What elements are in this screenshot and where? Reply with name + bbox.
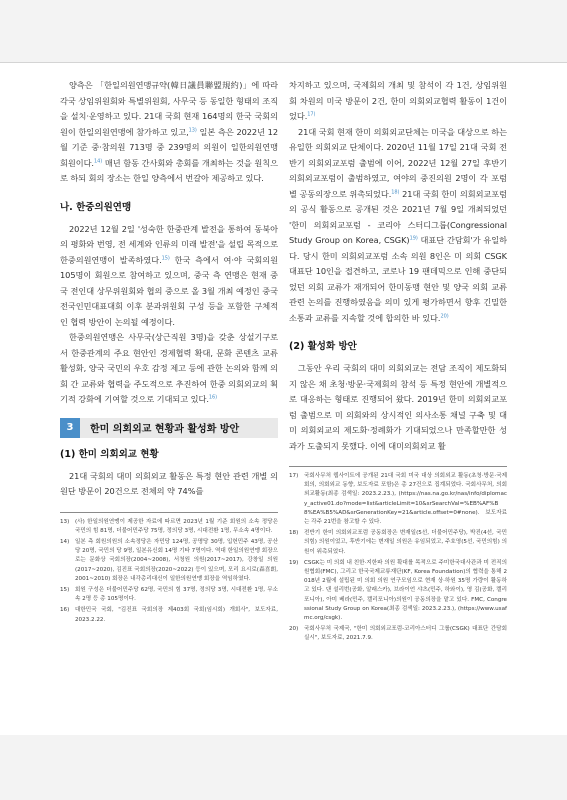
footnote [60, 586, 278, 604]
footnote-number: 20) [289, 626, 299, 633]
top-band [0, 0, 567, 62]
section-number: 3 [60, 418, 80, 438]
footnote-text: 회원 구성은 더불어민주당 62명, 국민의 힘 37명, 정의당 3명, 시대전환 1명, 무소속 2명 등 총 105명이다. [75, 586, 278, 603]
footnote [289, 625, 507, 643]
section-header [60, 418, 278, 438]
text-run: 2022년 12월 2일 '성숙한 한중관계 발전을 통하여 동북아의 평화와 번영, 전 세계와 인류의 미래 발전'을 설립 목적으로 한중의원연맹이 발족하였다. [60, 223, 278, 265]
footnote [289, 559, 507, 623]
footnote-text: (사) 한일의원연맹이 제공한 자료에 따르면 2023년 1월 기준 회원의 소속 정당은 국민의 힘 81명, 더불어민주당 75명, 정의당 3명, 시대전환 1명, 무소속 4명이다. [75, 518, 278, 534]
footnote-text: 일본 측 회원의원의 소속정당은 자민당 124명, 공명당 30명, 입헌민주 43명, 공산당 20명, 국민의 당 9명, 일본유신회 14명 기타 7명이다. 역대 한일의원연맹 회장으로는 문화상 국회의장(2004~2008), 서청원 의원(2017~2017), 강창일 의원(2017~2020), 김진표 국회의장(2020~2022) 등이 있으며, 모리 요시로(森喜朗, 2001~2010) 회장은 내각총리대신이 일한의원연맹 회장을 역임하였다. [75, 538, 278, 582]
footnote-number: 19) [289, 559, 299, 566]
footnote [60, 606, 278, 624]
paragraph [60, 330, 278, 408]
paragraph [289, 125, 507, 327]
footnote-number: 15) [60, 586, 70, 593]
footnote [289, 529, 507, 557]
footnote-number: 17) [289, 473, 299, 479]
text-run: 21대 국회 현재 한미 의회외교단체는 미국을 대상으로 하는 유일한 의회외교 단체이다. 2020년 11월 17일 21대 국회 전반기 의회외교포럼 출범에 이어, 2022년 12월 27일 후반기 의회외교포럼이 출범하였고, 여야의 중진의원 2명이 각 포럼별 공동의장으로 위촉되었다. [289, 126, 507, 199]
footnote-number: 16) [60, 607, 70, 614]
footnote-text: 국회사무처 국제국, "한미 의회외교포럼-코리아스터디 그룹(CSGK) 대표단 간담회 실시", 보도자료, 2021.7.9. [304, 626, 507, 642]
footnote-number: 14) [60, 538, 70, 545]
footnote-text: 전반기 한미 의회외교포럼 공동회장은 변재일(5선, 더불어민주당), 박진(4선, 국민의힘) 의원이었고, 후반기에는 변재일 의원은 유임되었고, 주호영(5선, 국민의힘) 의원이 위촉되었다. [304, 530, 507, 555]
subheading: (1) 한미 의회외교 현황 [60, 448, 159, 460]
section-title: 한미 의회외교 현황과 활성화 방안 [90, 424, 240, 435]
footnote-ref[interactable]: 14) [94, 157, 103, 164]
text-run: 한국 측에서 여·야 국회의원 105명이 회원으로 참여하고 있으며, 중국 측 연맹은 현재 중국 전인대 상무위원회와 협의 중으로 올 3월 개최 예정인 중국 전국인민대표대회 이후 분과위원회 구성 등을 포함한 구체적인 협력 방안이 논의될 예정이다. [60, 254, 278, 327]
footnote-list [60, 518, 278, 625]
footnote-number: 13) [60, 518, 70, 525]
subheading: (2) 활성화 방안 [289, 341, 357, 352]
footnote-ref[interactable]: 18) [391, 188, 400, 195]
bottom-band [0, 735, 567, 800]
text-run: 양측은 「한일의원연맹규약(韓日議員聯盟規約)」에 따라 각국 상임위원회와 특별위원회, 사무국 등 동일한 형태의 조직을 설치·운영하고 있다. 21대 국회 현재 164명의 한국 국회의원이 한일의원연맹에 참가하고 있고, [60, 80, 278, 137]
subheading: 나. 한중의원연맹 [60, 201, 132, 213]
paragraph: 21대 국회의 대미 의회외교 활동은 특정 현안 관련 개별 의원단 방문이 20건으로 전체의 약 74%를 [60, 470, 278, 496]
footnote-divider [60, 512, 278, 513]
text-run: 매년 함동 간사회와 총회를 개최하는 것을 원칙으로 하되 회의 장소는 한일 양측에서 번갈아 제공하고 있다. [60, 157, 278, 183]
left-column [60, 78, 278, 627]
text-run: 한중의원연맹은 사무국(상근직원 3명)을 갖춘 상설기구로서 한중관계의 주요 현안인 경제협력 확대, 문화 콘텐츠 교류 활성화, 양국 국민의 우호 감정 제고 등에 관한 논의와 함께 의회 간 교류와 협력을 주도적으로 추진하여 한중 의회외교의 획기적 강화에 기여할 것으로 기대되고 있다. [60, 332, 278, 404]
footnote-list [289, 472, 507, 644]
footnote-ref[interactable]: 19) [409, 235, 418, 242]
footnote [60, 518, 278, 536]
footnote-ref[interactable]: 20) [440, 312, 449, 319]
footnote-ref[interactable]: 17) [307, 111, 316, 118]
footnote-text: CSGK는 미 의회 내 친한·지한파 의원 확대를 목적으로 주미한국대사관과 미 전직의원협회(FMC), 그리고 한국국제교류재단(KF, Korea Foundation)의 협력을 통해 2018년 2월에 설립된 미 의회 의원 연구모임으로 현재 상·하원 35명 가량이 활동하고 있다. 댄 설리번(공화, 알래스카), 브라이언 샤츠(민주, 하와이), 영 김(공화, 캘리포니아), 아미 베라(민주, 캘리포니아)의원이 공동의장을 맡고 있다. FMC, Congressional Study Group on Korea(최종 검색일: 2023.2.23.), (https://www.usafmc.org/csgk). [304, 559, 507, 622]
text-run: 대표단 간담회'가 유일하다. 당시 한미 의회외교포럼 소속 의원 8인은 미 의회 CSGK 대표단 10인을 접견하고, 코로나 19 팬데믹으로 인해 중단되었던 의회 교류가 재개되어 한미동맹 현안 및 양국 의회 교류 관련 논의를 진행하였음을 의미 있게 평가하면서 향후 긴밀한 소통과 교류를 지속할 것에 합의한 바 있다. [289, 235, 508, 323]
footnote-divider [289, 466, 507, 467]
footnote-text: 대한민국 국회, "김진표 국회의장 제403회 국회(임시회) 개회사", 보도자료, 2023.2.22. [75, 607, 278, 623]
paragraph [60, 222, 278, 331]
footnote [289, 472, 507, 527]
right-column [289, 78, 507, 646]
footnote-ref[interactable]: 15) [161, 254, 170, 261]
text-run: 일본 측은 2022년 12월 기준 중·참의원 713명 중 239명의 의원이 일한의원연맹 회원이다. [60, 126, 278, 168]
footnote-ref[interactable]: 13) [188, 126, 197, 133]
paragraph [289, 78, 507, 125]
footnote-text: 국회사무처 웹사이트에 공개된 21대 국회 미국 대상 의회외교 활동(초청·방문·국제회의, 의회외교 동향, 보도자료 포함)은 총 27건으로 집계되었다. 국회사무처, 의회외교활동(최종 검색일: 2023.2.23.), (https://nas.na.go.kr/nas/info/diplomacy_active01.do?mode=list&articleLimit=10&srSearchVal=%EB%AF%B8%EA%B5%AD&srGenerationKey=21&article.offset=0#none). 보도자료는 각주 21번을 참고할 수 있다. [304, 473, 507, 526]
text-run: 차지하고 있으며, 국제회의 개최 및 참석이 각 1건, 상임위원회 차원의 미국 방문이 2건, 한미 의회외교협력 활동이 1건이었다. [289, 80, 507, 121]
paragraph [60, 78, 278, 187]
footnote-ref[interactable]: 16) [208, 394, 218, 401]
footnote [60, 538, 278, 584]
footnote-number: 18) [289, 530, 299, 537]
paragraph: 그동안 우리 국회의 대미 의회외교는 전담 조직이 제도화되지 않은 채 초청·방문·국제회의 참석 등 특정 현안에 개별적으로 대응하는 형태로 진행되어 왔다. 2019년 한미 의회외교포럼 출범으로 미 의회와의 상시적인 의사소통 채널 구축 및 대미 의회외교의 제도화·정례화가 기대되었으나 만족할만한 성과가 도출되지 못했다. 이에 대미의회외교 활 [289, 363, 507, 451]
text-run: 21대 국회 한미 의회외교포럼의 공식 활동으로 공개된 것은 2021년 7월 9일 개최되었던 '한미 의회외교포럼 - 코리아 스터디그룹(Congressional Study Group on Korea, CSGK) [289, 188, 508, 245]
